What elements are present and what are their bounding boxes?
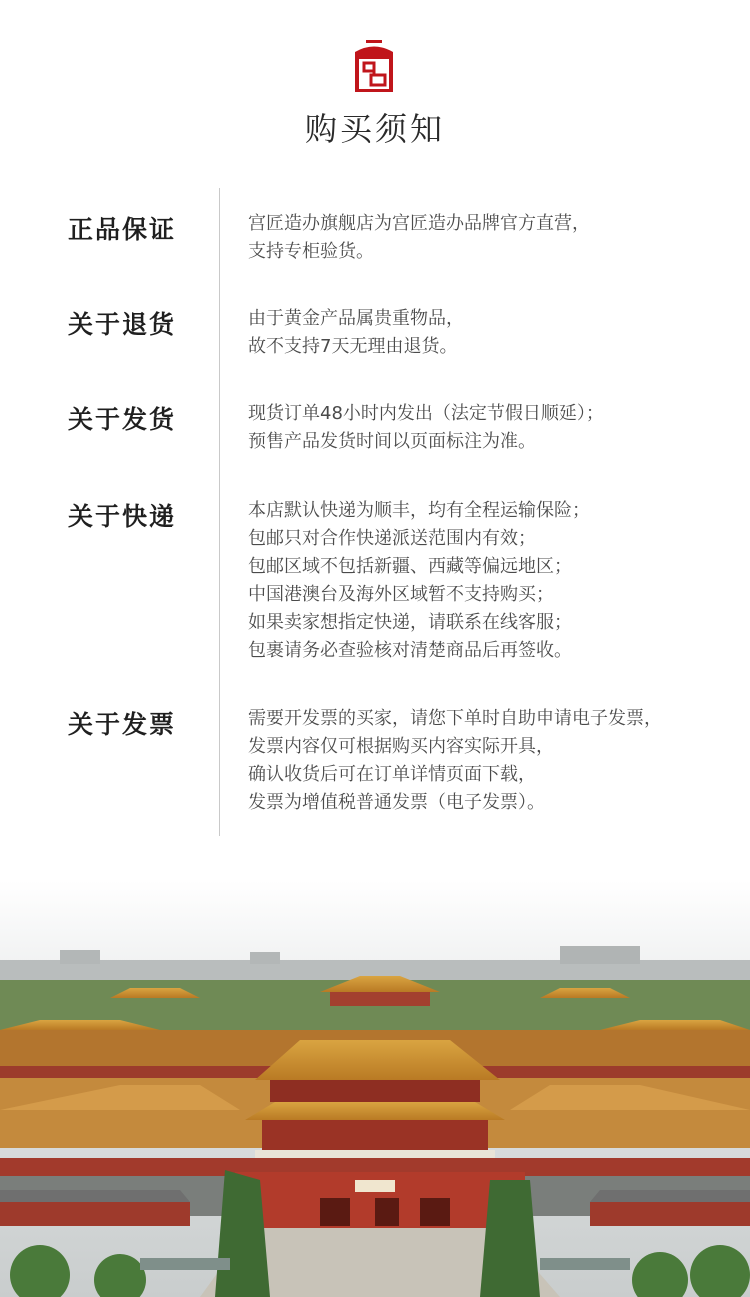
section-title: 正品保证 — [68, 215, 177, 244]
section-line: 本店默认快递为顺丰，均有全程运输保险； — [248, 500, 590, 521]
section-line: 中国港澳台及海外区域暂不支持购买； — [248, 584, 554, 605]
section-body — [248, 497, 718, 665]
section-title: 关于发票 — [68, 710, 177, 739]
section-line: 发票内容仅可根据购买内容实际开具， — [248, 736, 554, 757]
section-title: 关于退货 — [68, 310, 177, 339]
section-body — [248, 305, 718, 361]
forbidden-city-illustration — [0, 880, 750, 1297]
page-title: 购买须知 — [304, 110, 445, 148]
section-title: 关于发货 — [68, 405, 177, 434]
section-body — [248, 400, 718, 456]
section-line: 需要开发票的买家，请您下单时自助申请电子发票， — [248, 708, 662, 729]
section-body — [248, 210, 718, 266]
section-line: 发票为增值税普通发票（电子发票）。 — [248, 792, 545, 813]
section-line: 如果卖家想指定快递，请联系在线客服； — [248, 612, 572, 633]
section-line: 包邮只对合作快递派送范围内有效； — [248, 528, 536, 549]
section-line: 宫匠造办旗舰店为宫匠造办品牌官方直营， — [248, 213, 590, 234]
section-body — [248, 705, 718, 817]
section-line: 故不支持7天无理由退货。 — [248, 336, 458, 357]
palace-logo-icon — [352, 40, 396, 92]
section-line: 由于黄金产品属贵重物品， — [248, 308, 464, 329]
vertical-divider — [219, 188, 220, 836]
section-line: 确认收货后可在订单详情页面下载， — [248, 764, 536, 785]
forbidden-city-photo — [0, 880, 750, 1297]
section-line: 包裹请务必查验核对清楚商品后再签收。 — [248, 640, 572, 661]
section-line: 支持专柜验货。 — [248, 241, 374, 262]
section-line: 现货订单48小时内发出（法定节假日顺延）； — [248, 403, 604, 424]
section-line: 包邮区域不包括新疆、西藏等偏远地区； — [248, 556, 572, 577]
section-title: 关于快递 — [68, 502, 177, 531]
section-line: 预售产品发货时间以页面标注为准。 — [248, 431, 536, 452]
